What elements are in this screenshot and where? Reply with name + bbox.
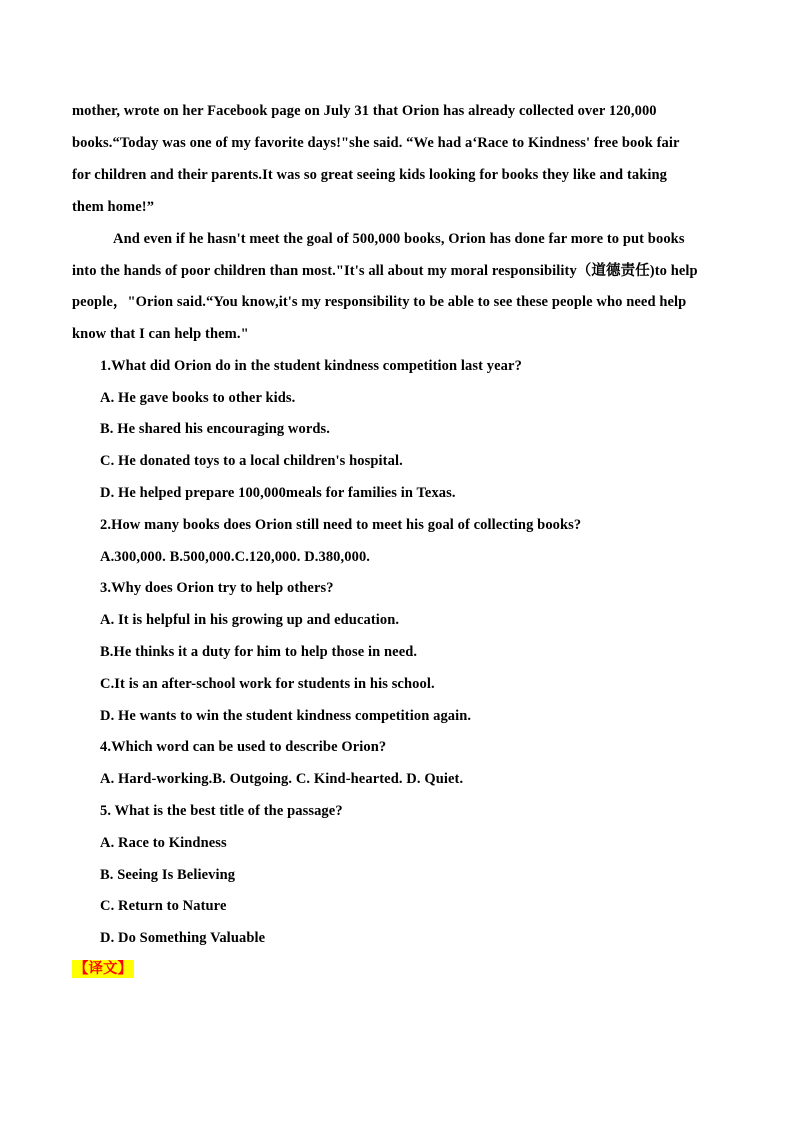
answer-option: B.He thinks it a duty for him to help those in need.: [100, 644, 418, 660]
question-stem: 3.Why does Orion try to help others?: [100, 580, 334, 596]
answer-option: C.It is an after-school work for students in his school.: [100, 676, 435, 692]
answer-option: C. He donated toys to a local children's hospital.: [100, 453, 403, 469]
answer-option: A.300,000. B.500,000.C.120,000. D.380,000.: [100, 549, 371, 565]
passage-line: mother, wrote on her Facebook page on July 31 that Orion has already collected over 120,000: [72, 103, 657, 119]
answer-option: B. He shared his encouraging words.: [100, 421, 331, 437]
passage-line: know that I can help them.": [72, 326, 249, 342]
answer-option: A. It is helpful in his growing up and education.: [100, 612, 400, 628]
question-stem: 1.What did Orion do in the student kindness competition last year?: [100, 358, 522, 374]
passage-line: And even if he hasn't meet the goal of 500,000 books, Orion has done far more to put books: [113, 231, 685, 247]
answer-option: D. Do Something Valuable: [100, 930, 266, 946]
question-stem: 2.How many books does Orion still need to meet his goal of collecting books?: [100, 517, 582, 533]
question-stem: 5. What is the best title of the passage?: [100, 803, 343, 819]
answer-option: D. He wants to win the student kindness competition again.: [100, 708, 472, 724]
answer-option: D. He helped prepare 100,000meals for families in Texas.: [100, 485, 456, 501]
answer-option: B. Seeing Is Believing: [100, 867, 236, 883]
passage-line: books.“Today was one of my favorite days!"she said. “We had a‘Race to Kindness' free book fair: [72, 135, 680, 151]
passage-line: for children and their parents.It was so great seeing kids looking for books they like and taking: [72, 167, 668, 183]
answer-option: A. Race to Kindness: [100, 835, 227, 851]
answer-option: A. Hard-working.B. Outgoing. C. Kind-hearted. D. Quiet.: [100, 771, 464, 787]
passage-line: them home!”: [72, 199, 155, 215]
answer-option: A. He gave books to other kids.: [100, 390, 296, 406]
answer-option: C. Return to Nature: [100, 898, 227, 914]
passage-line: into the hands of poor children than most."It's all about my moral responsibility（道德责任)to help: [72, 263, 698, 279]
translation-tag: 【译文】: [74, 961, 132, 977]
passage-line: people，"Orion said.“You know,it's my responsibility to be able to see these people who need help: [72, 294, 687, 310]
question-stem: 4.Which word can be used to describe Orion?: [100, 739, 387, 755]
